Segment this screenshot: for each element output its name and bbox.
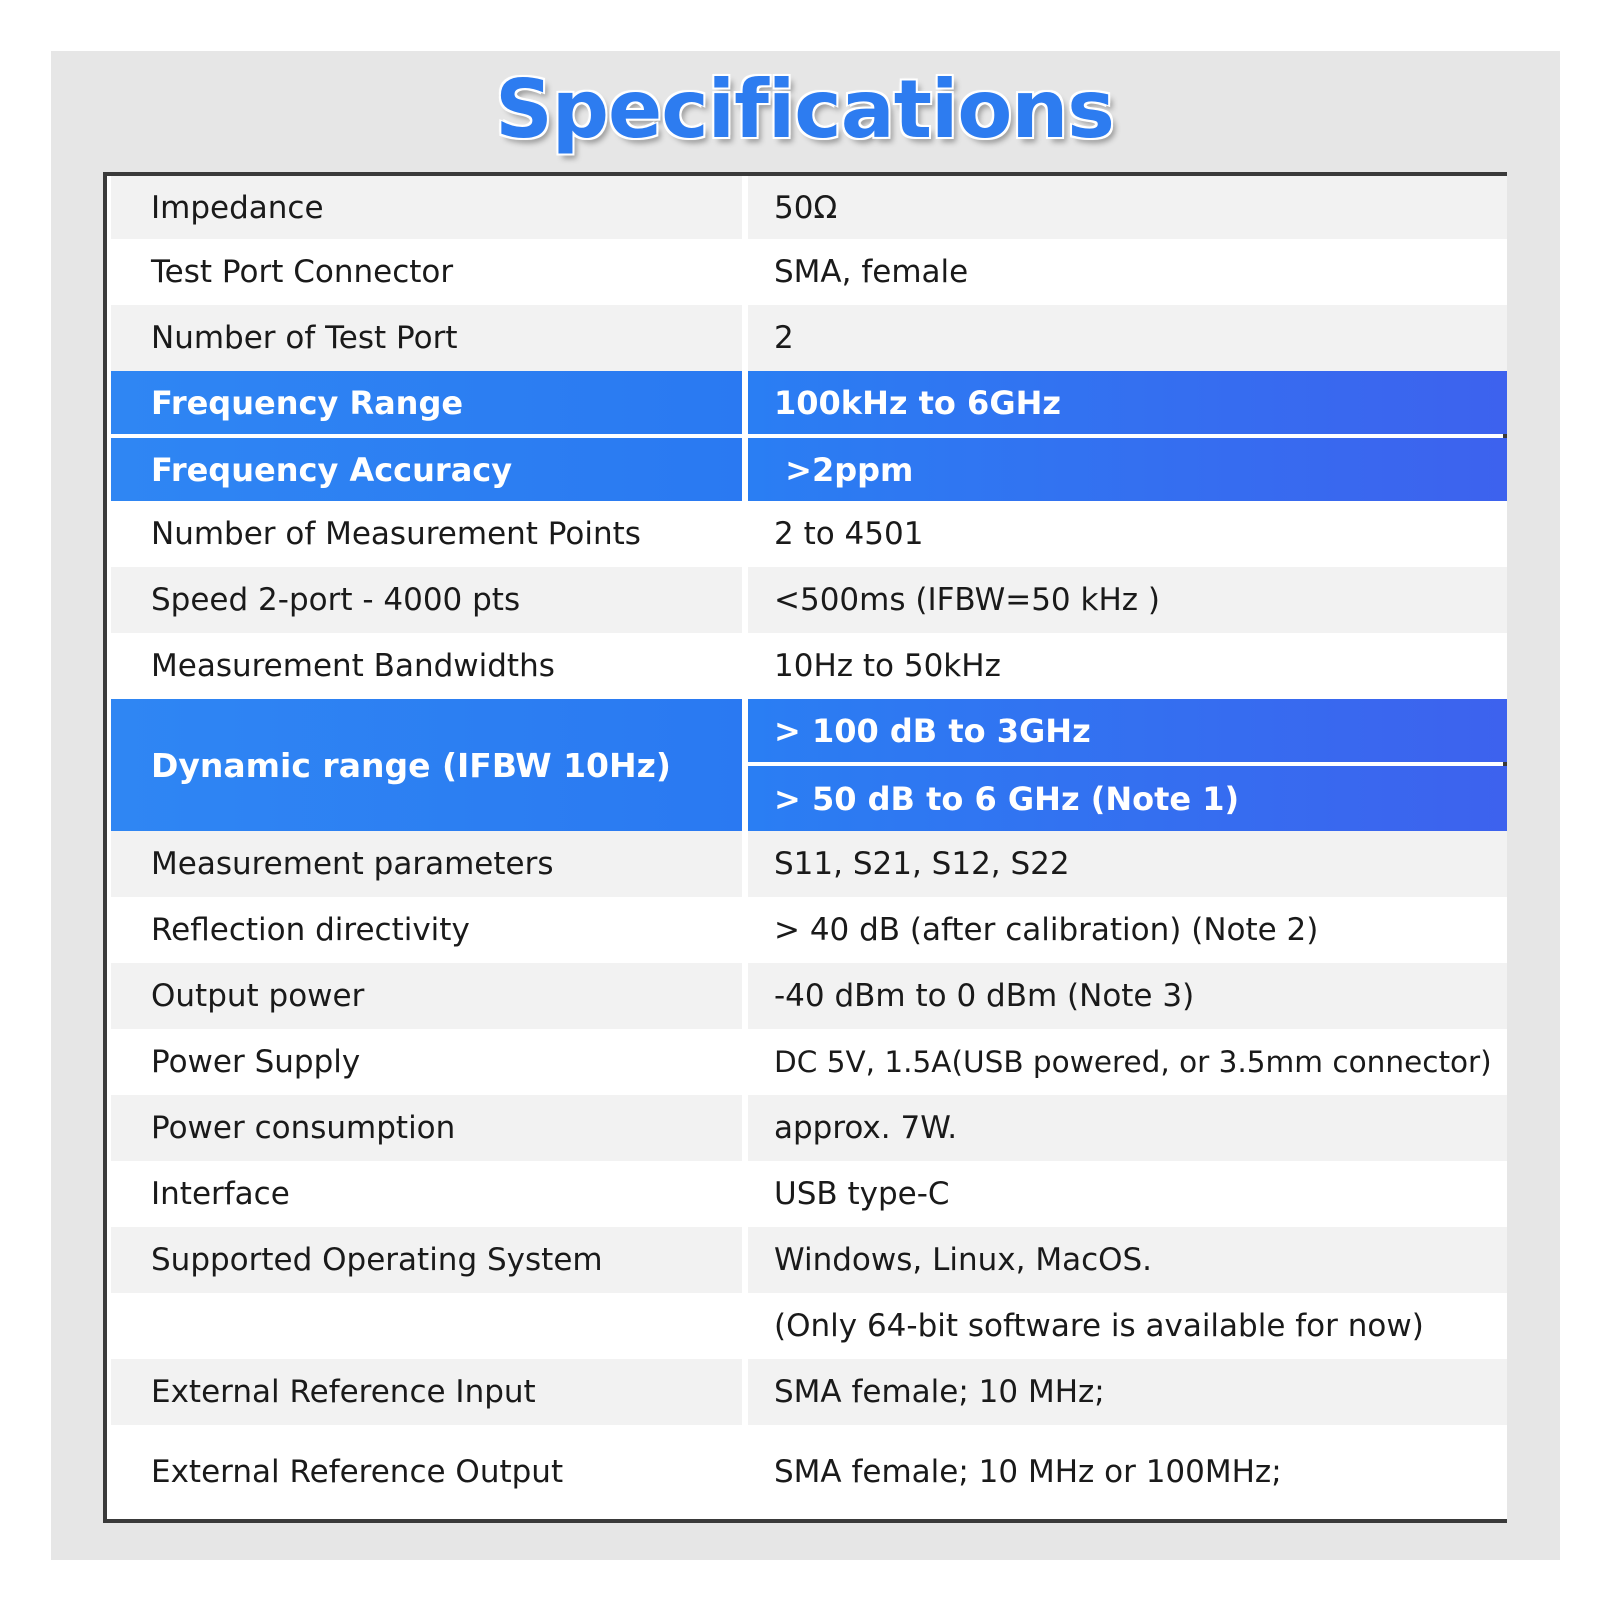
table-row [111,963,1507,1029]
table-row [111,567,1507,633]
spec-value: SMA female; 10 MHz; [748,1359,1507,1425]
spec-value: > 40 dB (after calibration) (Note 2) [748,897,1507,963]
spec-label: Supported Operating System [111,1227,742,1293]
spec-label: Number of Test Port [111,305,742,371]
spec-value: >2ppm [748,438,1507,501]
table-row-highlight [111,371,1507,434]
table-row [111,501,1507,567]
table-row [111,897,1507,963]
spec-label: Interface [111,1161,742,1227]
spec-value: 10Hz to 50kHz [748,633,1507,699]
table-row [111,176,1507,239]
spec-label: Reflection directivity [111,897,742,963]
spec-label: Measurement Bandwidths [111,633,742,699]
spec-value-dynamic-range-1: > 100 dB to 3GHz [748,699,1507,762]
spec-value: 50Ω [748,176,1507,239]
spec-label: External Reference Input [111,1359,742,1425]
table-row-highlight [111,438,1507,501]
spec-label: Output power [111,963,742,1029]
spec-value: USB type-C [748,1161,1507,1227]
spec-value: approx. 7W. [748,1095,1507,1161]
spec-value: DC 5V, 1.5A(USB powered, or 3.5mm connector) [748,1029,1507,1095]
spec-label: Number of Measurement Points [111,501,742,567]
table-row [111,305,1507,371]
spec-value: 2 to 4501 [748,501,1507,567]
spec-label: Frequency Accuracy [111,438,742,501]
spec-label: Speed 2-port - 4000 pts [111,567,742,633]
table-row [111,633,1507,699]
spec-value: S11, S21, S12, S22 [748,831,1507,897]
table-row [111,1227,1507,1293]
table-row [111,1161,1507,1227]
table-row [111,1095,1507,1161]
table-row [111,1359,1507,1425]
table-row [111,1425,1507,1519]
spec-label: Power Supply [111,1029,742,1095]
spec-value-dynamic-range-2: > 50 dB to 6 GHz (Note 1) [748,766,1507,831]
spec-value: -40 dBm to 0 dBm (Note 3) [748,963,1507,1029]
spec-table [103,172,1507,1523]
spec-value: 100kHz to 6GHz [748,371,1507,434]
page-title: Specifications [495,63,1114,156]
spec-value: 2 [748,305,1507,371]
spec-value: <500ms (IFBW=50 kHz ) [748,567,1507,633]
spec-value: SMA female; 10 MHz or 100MHz; [748,1425,1507,1519]
spec-label: Frequency Range [111,371,742,434]
spec-value: (Only 64-bit software is available for now) [748,1293,1507,1359]
spec-value: SMA, female [748,239,1507,305]
spec-label: Power consumption [111,1095,742,1161]
spec-label: Measurement parameters [111,831,742,897]
spec-value: Windows, Linux, MacOS. [748,1227,1507,1293]
table-row [111,239,1507,305]
table-row [111,1293,1507,1359]
table-row [111,1029,1507,1095]
spec-label: Test Port Connector [111,239,742,305]
spec-label: External Reference Output [111,1425,742,1519]
table-row [111,831,1507,897]
spec-label: Impedance [111,176,742,239]
spec-label [111,1293,742,1359]
spec-label-dynamic-range: Dynamic range (IFBW 10Hz) [111,699,742,831]
